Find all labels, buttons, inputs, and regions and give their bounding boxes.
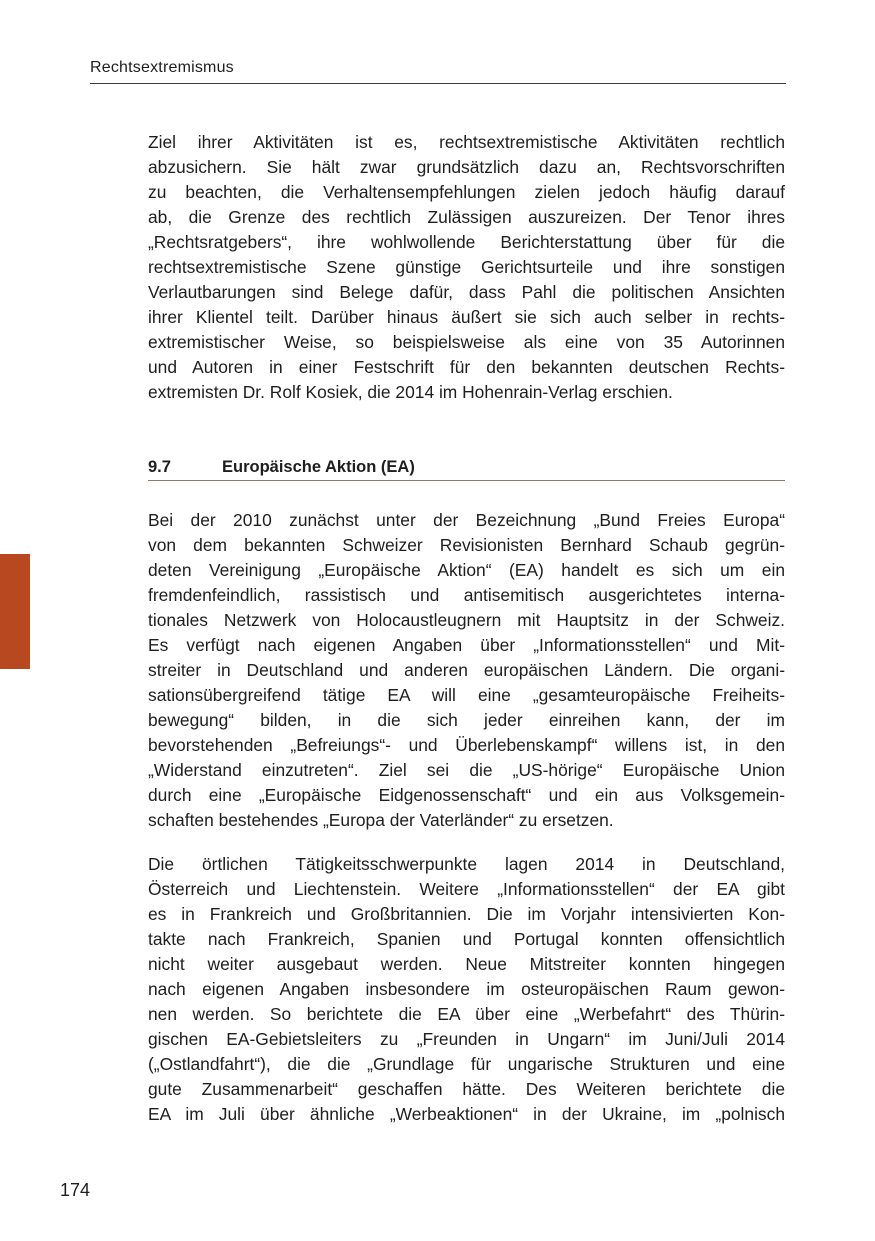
section-title: Europäische Aktion (EA) [222, 458, 415, 476]
text-line: Bei der 2010 zunächst unter der Bezeichnung „Bund Freies Europa“ [148, 510, 785, 530]
text-line: Es verfügt nach eigenen Angaben über „Informationsstellen“ und Mit- [148, 635, 785, 655]
section-heading [148, 454, 785, 481]
text-line: extremisten Dr. Rolf Kosiek, die 2014 im Hohenrain-Verlag erschien. [148, 382, 673, 402]
paragraph-2 [148, 508, 785, 833]
text-line: zu beachten, die Verhaltensempfehlungen zielen jedoch häufig darauf [148, 182, 785, 202]
text-line: ab, die Grenze des rechtlich Zulässigen auszureizen. Der Tenor ihres [148, 207, 785, 227]
text-line: schaften bestehendes „Europa der Vaterländer“ zu ersetzen. [148, 810, 614, 830]
text-line: rechtsextremistische Szene günstige Gerichtsurteile und ihre sonstigen [148, 257, 785, 277]
text-line: Verlautbarungen sind Belege dafür, dass Pahl die politischen Ansichten [148, 282, 785, 302]
paragraph-3 [148, 852, 785, 1127]
text-line: Ziel ihrer Aktivitäten ist es, rechtsextremistische Aktivitäten rechtlich [148, 132, 785, 152]
text-line: nen werden. So berichtete die EA über eine „Werbefahrt“ des Thürin- [148, 1004, 785, 1024]
text-line: EA im Juli über ähnliche „Werbeaktionen“ in der Ukraine, im „polnisch [148, 1104, 785, 1124]
text-line: sationsübergreifend tätige EA will eine „gesamteuropäische Freiheits- [148, 685, 785, 705]
text-line: bevorstehenden „Befreiungs“- und Überlebenskampf“ willens ist, in den [148, 735, 785, 755]
text-line: tionales Netzwerk von Holocaustleugnern mit Hauptsitz in der Schweiz. [148, 610, 785, 630]
text-line: nicht weiter ausgebaut werden. Neue Mitstreiter konnten hingegen [148, 954, 785, 974]
text-line: „Rechtsratgebers“, ihre wohlwollende Berichterstattung über für die [148, 232, 785, 252]
page-number: 174 [60, 1180, 91, 1200]
text-line: und Autoren in einer Festschrift für den bekannten deutschen Rechts- [148, 357, 785, 377]
text-line: extremistischer Weise, so beispielsweise als eine von 35 Autorinnen [148, 332, 785, 352]
text-line: bewegung“ bilden, in die sich jeder einreihen kann, der im [148, 710, 785, 730]
text-line: gute Zusammenarbeit“ geschaffen hätte. Des Weiteren berichtete die [148, 1079, 785, 1099]
text-line: streiter in Deutschland und anderen europäischen Ländern. Die organi- [148, 660, 785, 680]
text-line: abzusichern. Sie hält zwar grundsätzlich dazu an, Rechtsvorschriften [148, 157, 785, 177]
chapter-side-tab [0, 554, 30, 669]
text-line: ihrer Klientel teilt. Darüber hinaus äußert sie sich auch selber in rechts- [148, 307, 785, 327]
text-line: es in Frankreich und Großbritannien. Die im Vorjahr intensivierten Kon- [148, 904, 785, 924]
text-line: durch eine „Europäische Eidgenossenschaft“ und ein aus Volksgemein- [148, 785, 785, 805]
paragraph-1 [148, 130, 785, 405]
text-line: Österreich und Liechtenstein. Weitere „Informationsstellen“ der EA gibt [148, 879, 785, 899]
text-line: nach eigenen Angaben insbesondere im osteuropäischen Raum gewon- [148, 979, 785, 999]
text-line: fremdenfeindlich, rassistisch und antisemitisch ausgerichtetes interna- [148, 585, 785, 605]
running-header-title: Rechtsextremismus [90, 59, 234, 76]
text-line: Die örtlichen Tätigkeitsschwerpunkte lagen 2014 in Deutschland, [148, 854, 785, 874]
text-line: gischen EA-Gebietsleiters zu „Freunden in Ungarn“ im Juni/Juli 2014 [148, 1029, 785, 1049]
section-number: 9.7 [148, 458, 171, 476]
text-line: („Ostlandfahrt“), die die „Grundlage für ungarische Strukturen und eine [148, 1054, 785, 1074]
text-line: deten Vereinigung „Europäische Aktion“ (EA) handelt es sich um ein [148, 560, 785, 580]
text-line: von dem bekannten Schweizer Revisionisten Bernhard Schaub gegrün- [148, 535, 785, 555]
text-line: „Widerstand einzutreten“. Ziel sei die „US-hörige“ Europäische Union [148, 760, 785, 780]
header-divider [90, 83, 786, 84]
text-line: takte nach Frankreich, Spanien und Portugal konnten offensichtlich [148, 929, 785, 949]
